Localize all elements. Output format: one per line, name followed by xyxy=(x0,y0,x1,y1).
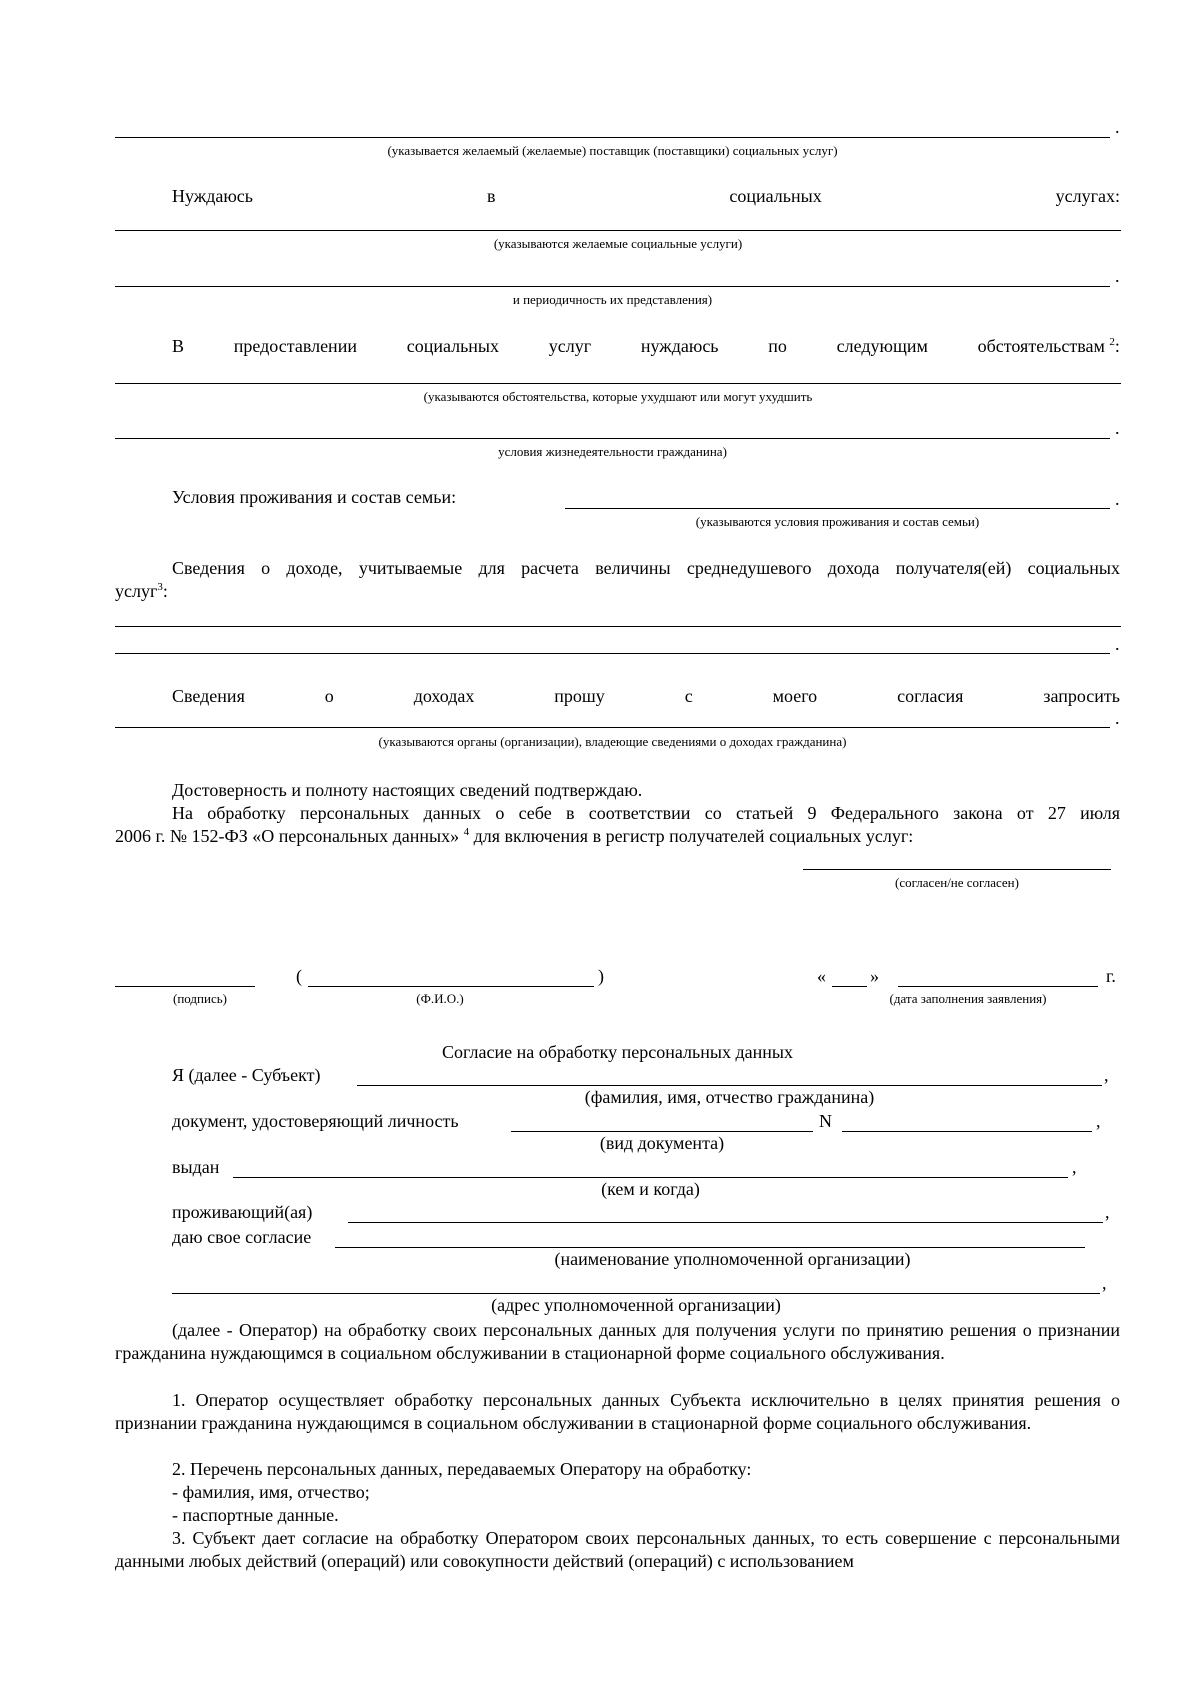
word: Нуждаюсь xyxy=(172,186,253,206)
word: социальных xyxy=(729,186,822,206)
word: обстоятельствам xyxy=(977,336,1105,356)
income-field[interactable] xyxy=(115,626,1121,627)
living-field[interactable] xyxy=(565,508,1110,509)
consent-title: Согласие на обработку персональных данных xyxy=(442,1042,793,1062)
end-mark: . xyxy=(1115,266,1120,286)
periodicity-caption: и периодичность их представления) xyxy=(512,292,713,307)
date-close-quote: » xyxy=(870,966,879,986)
residing-field[interactable] xyxy=(348,1222,1103,1223)
income-line-1-text: Сведения о доходе, учитываемые для расчета величины среднедушевого дохода получателя(ей) социальных xyxy=(172,558,1120,578)
clause-2: 2. Перечень персональных данных, передаваемых Оператору на обработку: xyxy=(172,1459,752,1479)
comma: , xyxy=(1104,1065,1109,1085)
word-with-footnote xyxy=(978,336,1120,357)
fio-field[interactable] xyxy=(308,986,594,987)
date-month-field[interactable] xyxy=(898,986,1098,987)
word: предоставлении xyxy=(233,336,357,356)
word: прошу xyxy=(554,686,605,706)
document-type-field[interactable] xyxy=(511,1131,813,1132)
signature-caption: (подпись) xyxy=(173,991,227,1006)
subject-label: Я (далее - Субъект) xyxy=(172,1065,321,1085)
word: по xyxy=(768,336,787,356)
clause-2-item-b: - паспортные данные. xyxy=(172,1505,339,1525)
operator-paragraph: (далее - Оператор) на обработку своих персональных данных для получения услуги по принятию решения о признании гражданина нуждающимся в социальном обслуживании в стационарной форме социального обслуживания. xyxy=(115,1320,1120,1363)
end-mark: . xyxy=(1115,117,1120,137)
consent-choice-caption: (согласен/не согласен) xyxy=(895,875,1019,890)
word: о xyxy=(324,686,334,706)
end-mark: . xyxy=(1115,708,1120,728)
organization-name-caption: (наименование уполномоченной организации) xyxy=(554,1249,911,1269)
close-paren: ) xyxy=(598,966,604,986)
colon: : xyxy=(162,581,168,601)
colon: : xyxy=(1114,336,1120,356)
pd-line-2-tail: для включения в регистр получателей социальных услуг: xyxy=(469,826,914,846)
income-organization-field[interactable] xyxy=(115,727,1110,728)
fio-caption: (Ф.И.О.) xyxy=(416,991,464,1006)
footnote-ref: 4 xyxy=(463,826,470,838)
pd-line-1 xyxy=(115,802,1120,825)
word: нуждаюсь xyxy=(640,336,719,356)
income-line-1 xyxy=(115,557,1120,580)
word: доходах xyxy=(413,686,475,706)
word: Сведения xyxy=(172,686,245,706)
living-label: Условия проживания и состав семьи: xyxy=(172,487,457,507)
word: услугах: xyxy=(1055,186,1120,206)
services-line xyxy=(172,186,1120,207)
document-caption: (вид документа) xyxy=(599,1133,725,1153)
issued-caption: (кем и когда) xyxy=(601,1179,700,1199)
income-request-line xyxy=(172,686,1120,707)
circumstances-field-2[interactable] xyxy=(115,438,1110,439)
word: социальных xyxy=(406,336,500,356)
provider-field[interactable] xyxy=(115,137,1110,138)
comma: , xyxy=(1096,1111,1101,1131)
year-mark: г. xyxy=(1106,966,1116,986)
give-consent-label: даю свое согласие xyxy=(172,1227,312,1247)
pd-line-1-text: На обработку персональных данных о себе в соответствии со статьей 9 Федерального закона от 27 июля xyxy=(172,803,1120,823)
income-services-word: услуг xyxy=(115,581,158,601)
end-mark: . xyxy=(1115,418,1120,438)
services-field[interactable] xyxy=(115,230,1121,231)
comma: , xyxy=(1102,1273,1107,1293)
pd-line-2 xyxy=(115,825,1120,848)
circumstances-caption-2: условия жизнедеятельности гражданина) xyxy=(498,444,727,459)
date-day-field[interactable] xyxy=(832,986,867,987)
comma: , xyxy=(1072,1157,1077,1177)
word: моего xyxy=(772,686,818,706)
end-mark: . xyxy=(1115,634,1120,654)
law-reference: 2006 г. № 152-ФЗ «О персональных данных» xyxy=(115,826,460,846)
services-periodicity-field[interactable] xyxy=(115,286,1110,287)
open-paren: ( xyxy=(296,966,302,986)
end-mark: . xyxy=(1115,489,1120,509)
circumstances-caption: (указываются обстоятельства, которые ухудшают или могут ухудшить xyxy=(423,389,813,404)
income-organization-caption: (указываются органы (организации), владеющие сведениями о доходах гражданина) xyxy=(378,734,847,749)
living-caption: (указываются условия проживания и состав семьи) xyxy=(695,514,980,529)
clause-1: 1. Оператор осуществляет обработку персональных данных Субъекта исключительно в целях принятия решения о признании гражданина нуждающимся в социальном обслуживании в стационарной форме социального обслуживания. xyxy=(115,1390,1120,1433)
word: услуг xyxy=(548,336,592,356)
document-number-field[interactable] xyxy=(842,1131,1092,1132)
word: согласия xyxy=(897,686,964,706)
subject-field[interactable] xyxy=(357,1085,1102,1086)
document-number-label: N xyxy=(819,1111,832,1131)
income-text xyxy=(115,557,1120,603)
signature-field[interactable] xyxy=(115,986,255,987)
clause-2-item-a: - фамилия, имя, отчество; xyxy=(172,1482,370,1502)
footnote-ref: 2 xyxy=(1109,336,1115,348)
residing-label: проживающий(ая) xyxy=(172,1202,313,1222)
issued-label: выдан xyxy=(172,1157,220,1177)
consent-choice-field[interactable] xyxy=(803,869,1111,870)
subject-caption: (фамилия, имя, отчество гражданина) xyxy=(584,1087,875,1107)
footnote-ref: 3 xyxy=(157,581,163,593)
pd-consent-paragraph xyxy=(115,802,1120,848)
word: следующим xyxy=(836,336,928,356)
circumstances-field[interactable] xyxy=(115,383,1121,384)
organization-address-field[interactable] xyxy=(172,1293,1100,1294)
organization-name-field[interactable] xyxy=(335,1247,1085,1248)
document-label: документ, удостоверяющий личность xyxy=(172,1111,459,1131)
date-open-quote: « xyxy=(817,966,826,986)
provider-caption: (указывается желаемый (желаемые) поставщик (поставщики) социальных услуг) xyxy=(387,143,838,158)
word: в xyxy=(486,186,496,206)
date-caption: (дата заполнения заявления) xyxy=(889,991,1047,1006)
word: запросить xyxy=(1043,686,1120,706)
word: с xyxy=(684,686,693,706)
income-field-2[interactable] xyxy=(115,653,1110,654)
issued-field[interactable] xyxy=(233,1177,1068,1178)
organization-address-caption: (адрес уполномоченной организации) xyxy=(491,1295,781,1315)
circumstances-line xyxy=(172,336,1120,357)
income-line-2 xyxy=(115,580,1120,603)
confirm-statement: Достоверность и полноту настоящих сведений подтверждаю. xyxy=(172,780,643,800)
services-caption: (указываются желаемые социальные услуги) xyxy=(493,236,743,251)
comma: , xyxy=(1105,1202,1110,1222)
word: В xyxy=(172,336,185,356)
clause-3: 3. Субъект дает согласие на обработку Оператором своих персональных данных, то есть совершение с персональными данными любых действий (операций) или совокупности действий (операций) с использованием xyxy=(115,1528,1120,1571)
